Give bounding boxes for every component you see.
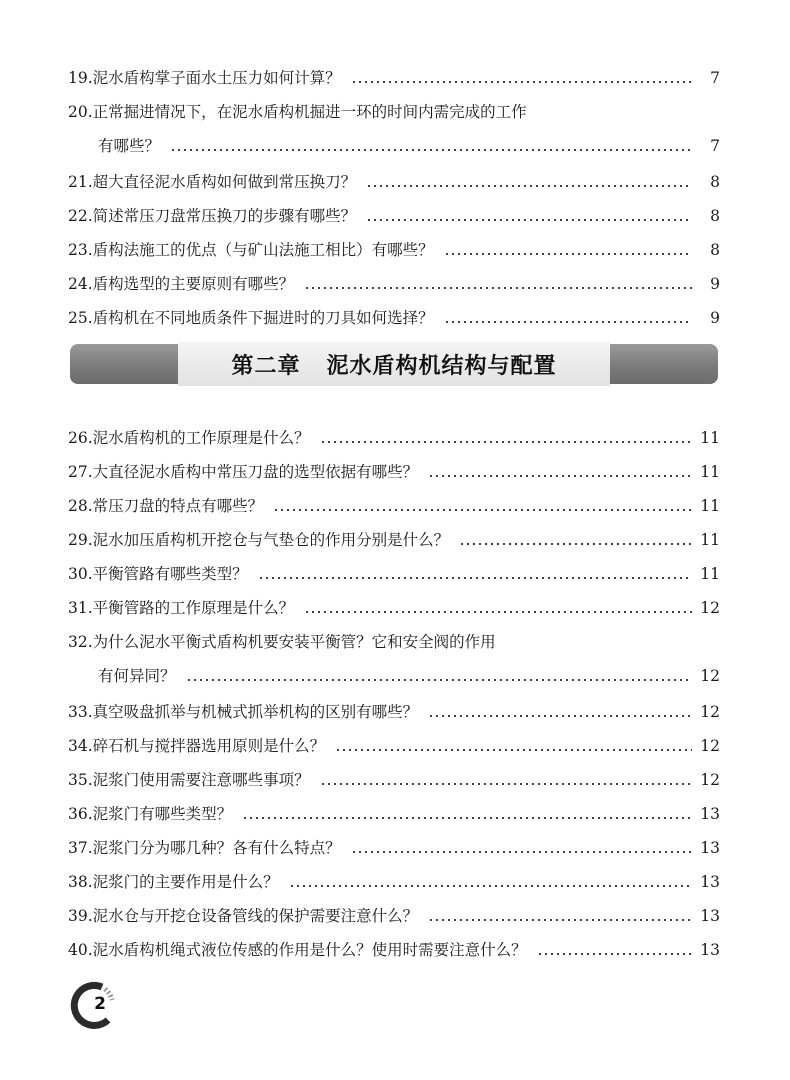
entry-page: 7 [710, 69, 720, 87]
entry-number: 36. [68, 805, 93, 823]
entry-page: 8 [710, 173, 720, 191]
dot-leader [351, 81, 692, 83]
toc-entry-28 [68, 490, 720, 516]
entry-title: 超大直径泥水盾构如何做到常压换刀？ [92, 173, 357, 191]
entry-title: 常压刀盘的特点有哪些？ [92, 497, 264, 515]
entry-title: 简述常压刀盘常压换刀的步骤有哪些？ [92, 207, 357, 225]
entry-title: 平衡管路的工作原理是什么？ [92, 599, 295, 617]
dot-leader [537, 953, 692, 955]
dot-leader [366, 185, 692, 187]
entry-number: 34. [68, 737, 93, 755]
toc-entry-37 [68, 832, 720, 858]
entry-number: 25. [68, 309, 93, 327]
dot-leader [444, 253, 692, 255]
toc-entry-21 [68, 166, 720, 192]
entry-number: 29. [68, 531, 93, 549]
toc-entry-29 [68, 524, 720, 550]
entry-number: 38. [68, 873, 93, 891]
entry-number: 33. [68, 703, 93, 721]
entry-page: 11 [700, 565, 720, 583]
entry-number: 26. [68, 429, 93, 447]
entry-number: 37. [68, 839, 93, 857]
page-number: 2 [94, 994, 106, 1014]
entry-title: 大直径泥水盾构中常压刀盘的选型依据有哪些？ [92, 463, 419, 481]
entry-page: 12 [700, 703, 720, 721]
toc-entry-20 [68, 96, 720, 158]
entry-page: 13 [700, 907, 720, 925]
dot-leader [320, 441, 692, 443]
dot-leader [444, 321, 692, 323]
dot-leader [304, 611, 692, 613]
entry-title: 盾构法施工的优点（与矿山法施工相比）有哪些？ [92, 241, 434, 259]
dot-leader [186, 679, 692, 681]
entry-number: 22. [68, 207, 93, 225]
entry-number: 24. [68, 275, 93, 293]
entry-page: 12 [700, 667, 720, 685]
toc-entry-27 [68, 456, 720, 482]
entry-page: 8 [710, 241, 720, 259]
entry-page: 12 [700, 737, 720, 755]
toc-entry-23 [68, 234, 720, 260]
toc-entry-25 [68, 302, 720, 328]
entry-title: 碎石机与搅拌器选用原则是什么？ [92, 737, 326, 755]
dot-leader [320, 783, 692, 785]
chapter-title: 泥水盾构机结构与配置 [326, 353, 557, 379]
dot-leader [304, 287, 692, 289]
entry-page: 13 [700, 839, 720, 857]
entry-title: 真空吸盘抓举与机械式抓举机构的区别有哪些？ [92, 703, 419, 721]
entry-number: 28. [68, 497, 93, 515]
entry-page: 12 [700, 599, 720, 617]
entry-title-continuation: 有哪些？ [98, 137, 161, 155]
entry-title-continuation: 有何异同？ [98, 667, 176, 685]
entry-page: 13 [700, 873, 720, 891]
entry-number: 19. [68, 69, 93, 87]
toc-entry-38 [68, 866, 720, 892]
entry-page: 11 [700, 497, 720, 515]
dot-leader [170, 149, 692, 151]
entry-number: 39. [68, 907, 93, 925]
entry-page: 7 [710, 137, 720, 155]
entry-number: 35. [68, 771, 93, 789]
toc-entry-40 [68, 934, 720, 960]
entry-page: 11 [700, 463, 720, 481]
entry-title: 泥浆门分为哪几种？各有什么特点？ [92, 839, 341, 857]
entry-title: 泥浆门使用需要注意哪些事项？ [92, 771, 310, 789]
dot-leader [289, 885, 692, 887]
entry-number: 23. [68, 241, 93, 259]
entry-page: 13 [700, 805, 720, 823]
entry-page: 11 [700, 429, 720, 447]
chapter-label: 第二章 [231, 353, 301, 379]
toc-entry-31 [68, 592, 720, 618]
toc-entry-26 [68, 422, 720, 448]
dot-leader [273, 509, 692, 511]
dot-leader [428, 475, 692, 477]
toc-entry-33 [68, 696, 720, 722]
entry-title: 为什么泥水平衡式盾构机要安装平衡管？它和安全阀的作用 [92, 633, 496, 651]
entry-page: 9 [710, 275, 720, 293]
entry-title: 盾构机在不同地质条件下掘进时的刀具如何选择？ [92, 309, 434, 327]
chapter-heading [178, 342, 610, 386]
entry-title: 泥浆门有哪些类型？ [92, 805, 233, 823]
entry-title: 泥水盾构机绳式液位传感的作用是什么？使用时需要注意什么？ [92, 941, 527, 959]
toc-entry-39 [68, 900, 720, 926]
entry-page: 9 [710, 309, 720, 327]
entry-page: 12 [700, 771, 720, 789]
toc-entry-34 [68, 730, 720, 756]
toc-entry-32 [68, 626, 720, 688]
toc-entry-19 [68, 62, 720, 88]
entry-number: 31. [68, 599, 93, 617]
entry-title: 泥水加压盾构机开挖仓与气垫仓的作用分别是什么？ [92, 531, 450, 549]
dot-leader [335, 749, 692, 751]
toc-entry-30 [68, 558, 720, 584]
entry-number: 30. [68, 565, 93, 583]
entry-page: 11 [700, 531, 720, 549]
dot-leader [242, 817, 692, 819]
dot-leader [351, 851, 692, 853]
entry-title: 泥水盾构掌子面水土压力如何计算？ [92, 69, 341, 87]
entry-title: 平衡管路有哪些类型？ [92, 565, 248, 583]
dot-leader [366, 219, 692, 221]
entry-title: 泥水盾构机的工作原理是什么？ [92, 429, 310, 447]
toc-entry-35 [68, 764, 720, 790]
entry-title: 正常掘进情况下，在泥水盾构机掘进一环的时间内需完成的工作 [92, 103, 527, 121]
dot-leader [459, 543, 692, 545]
entry-title: 盾构选型的主要原则有哪些？ [92, 275, 295, 293]
toc-entry-36 [68, 798, 720, 824]
entry-number: 40. [68, 941, 93, 959]
entry-number: 21. [68, 173, 93, 191]
entry-number: 20. [68, 103, 93, 121]
toc-entry-22 [68, 200, 720, 226]
entry-title: 泥浆门的主要作用是什么？ [92, 873, 279, 891]
entry-title: 泥水仓与开挖仓设备管线的保护需要注意什么？ [92, 907, 419, 925]
entry-page: 8 [710, 207, 720, 225]
entry-page: 13 [700, 941, 720, 959]
entry-number: 27. [68, 463, 93, 481]
entry-number: 32. [68, 633, 93, 651]
dot-leader [428, 715, 692, 717]
dot-leader [428, 919, 692, 921]
toc-entry-24 [68, 268, 720, 294]
dot-leader [258, 577, 692, 579]
